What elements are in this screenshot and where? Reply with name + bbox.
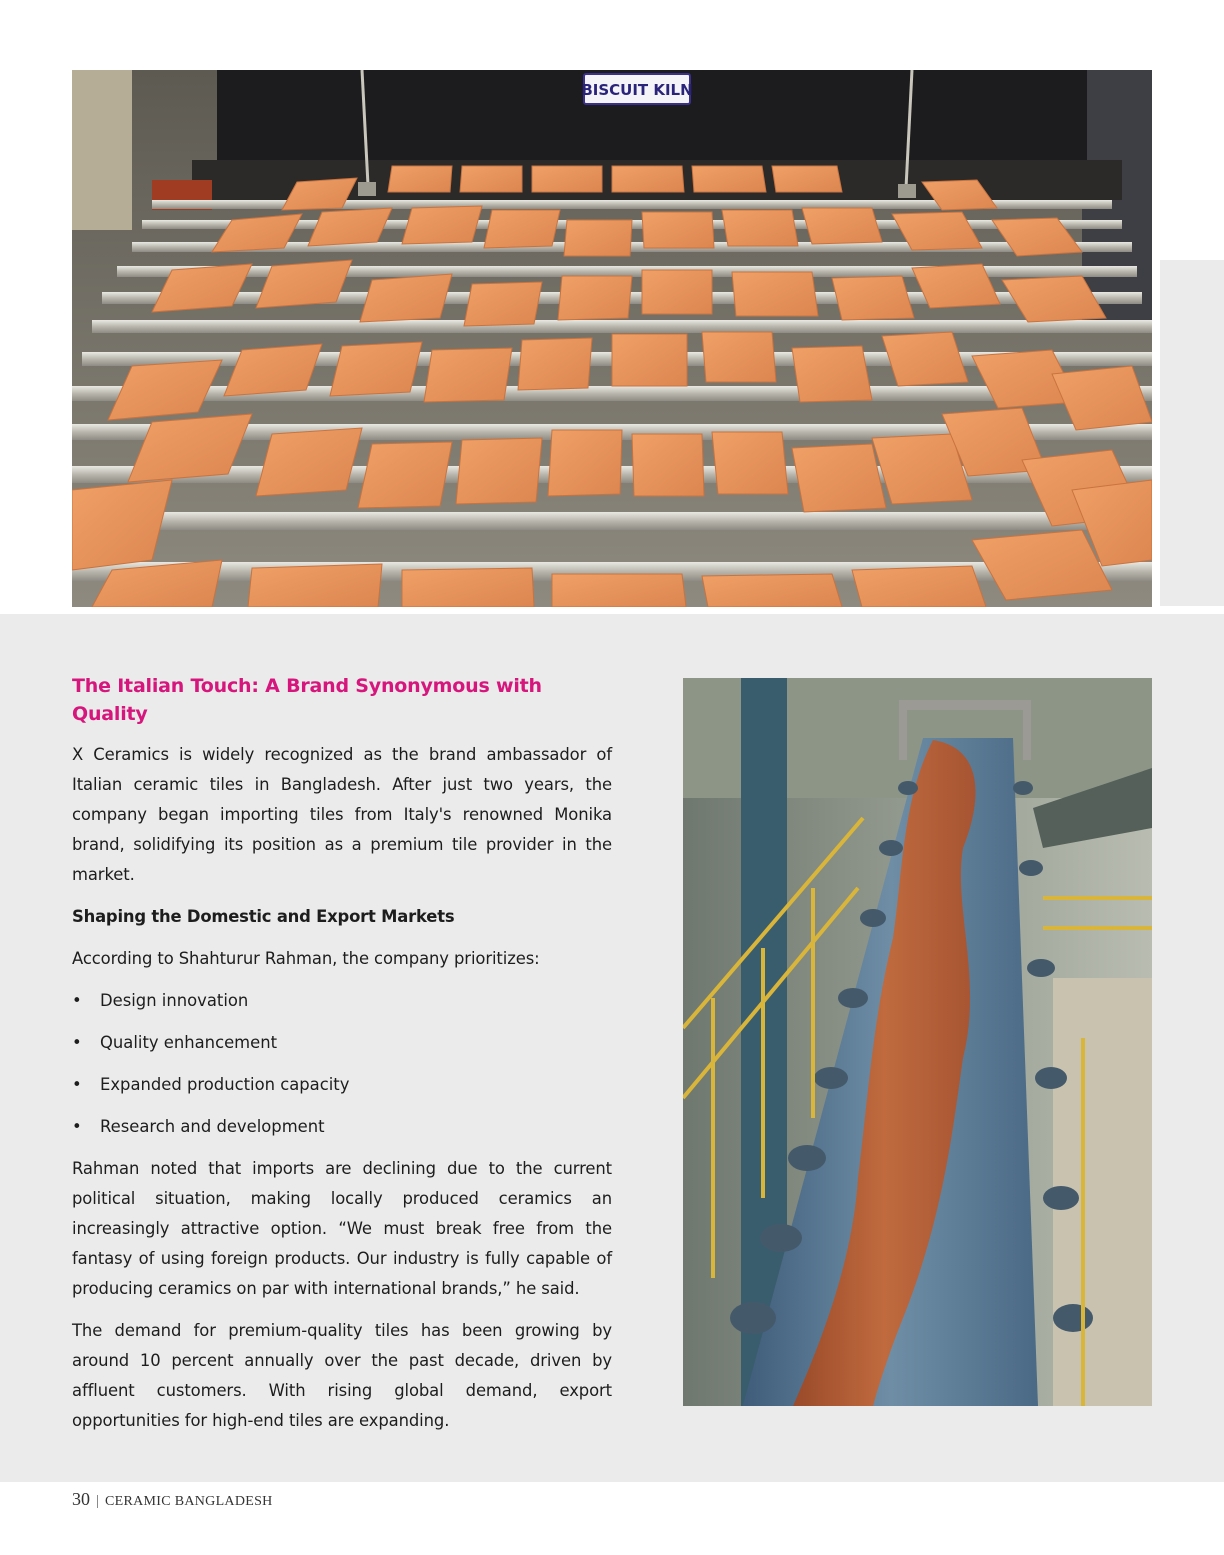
magazine-name: CERAMIC BANGLADESH	[105, 1494, 273, 1509]
page-number: 30	[72, 1489, 90, 1509]
list-item	[72, 1112, 612, 1142]
subheading: Shaping the Domestic and Export Markets	[72, 907, 455, 926]
lead-paragraph: According to Shahturur Rahman, the company prioritizes:	[72, 949, 540, 968]
intro-paragraph: X Ceramics is widely recognized as the brand ambassador of Italian ceramic tiles in Bangladesh. After just two years, the company began importing tiles from Italy's renowned Monika brand, solidifying its position as a premium tile provider in the market.	[72, 745, 612, 884]
bullet-icon: •	[72, 1117, 82, 1136]
list-item-text: Research and development	[100, 1117, 325, 1136]
list-item	[72, 1028, 612, 1058]
list-item	[72, 986, 612, 1016]
section-heading: The Italian Touch: A Brand Synonymous with Quality	[72, 675, 542, 725]
demand-paragraph: The demand for premium-quality tiles has been growing by around 10 percent annually over the past decade, driven by affluent customers. With rising global demand, export opportunities for high-end tiles are expanding.	[72, 1321, 612, 1430]
biscuit-kiln-photo	[72, 70, 1152, 607]
list-item-text: Quality enhancement	[100, 1033, 278, 1052]
page-footer	[72, 1489, 273, 1510]
footer-separator: |	[96, 1493, 100, 1509]
list-item	[72, 1070, 612, 1100]
kiln-sign-text: BISCUIT KILN	[581, 81, 693, 99]
biscuit-kiln-illustration	[72, 70, 1152, 607]
article-body	[72, 672, 612, 1448]
bullet-icon: •	[72, 991, 82, 1010]
clay-conveyor-photo	[683, 678, 1152, 1406]
clay-conveyor-illustration	[683, 678, 1152, 1406]
priorities-list	[72, 986, 612, 1142]
list-item-text: Expanded production capacity	[100, 1075, 350, 1094]
list-item-text: Design innovation	[100, 991, 249, 1010]
bullet-icon: •	[72, 1033, 82, 1052]
side-tab-decoration	[1160, 260, 1224, 606]
bullet-icon: •	[72, 1075, 82, 1094]
rahman-paragraph: Rahman noted that imports are declining due to the current political situation, making locally produced ceramics an increasingly attractive option. “We must break free from the fantasy of using foreign products. Our industry is fully capable of producing ceramics on par with international brands,” he said.	[72, 1159, 612, 1298]
